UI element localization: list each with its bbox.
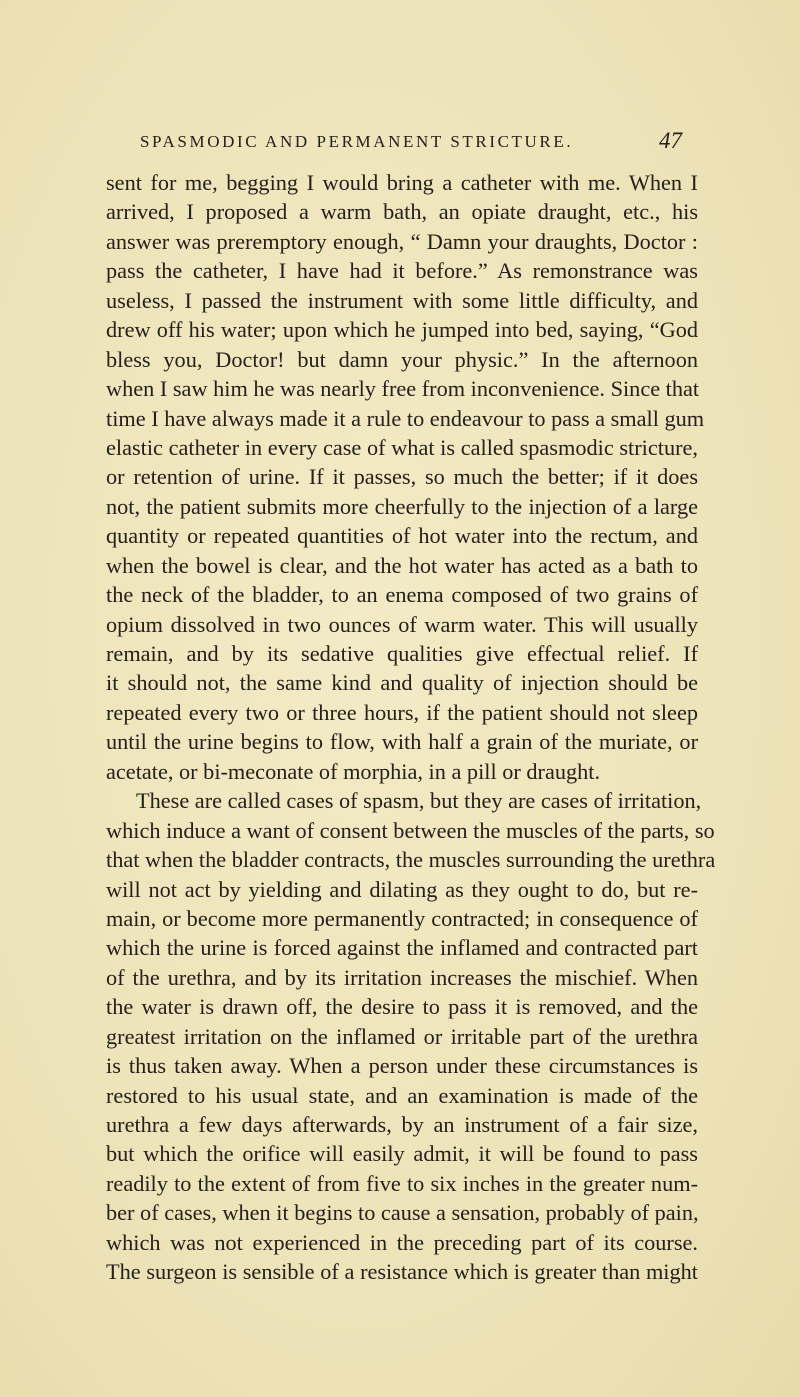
text-line: The surgeon is sensible of a resistance which is greater than might: [106, 1259, 698, 1285]
page-number: 47: [659, 128, 682, 153]
text-line: pass the catheter, I have had it before.” As remonstrance was: [106, 258, 698, 284]
text-line: time I have always made it a rule to endeavour to pass a small gum: [106, 405, 705, 431]
text-line: when I saw him he was nearly free from inconvenience. Since that: [106, 376, 700, 402]
text-line: opium dissolved in two ounces of warm water. This will usually: [106, 611, 698, 637]
text-line: sent for me, begging I would bring a catheter with me. When I: [106, 170, 698, 195]
text-line: drew off his water; upon which he jumped into bed, saying, “God: [106, 317, 698, 343]
text-line: of the urethra, and by its irritation increases the mischief. When: [106, 964, 698, 990]
text-line: readily to the extent of from five to six inches in the greater num-: [106, 1170, 698, 1196]
text-line: urethra a few days afterwards, by an instrument of a fair size,: [106, 1112, 698, 1137]
text-line: acetate, or bi-meconate of morphia, in a pill or draught.: [106, 758, 601, 784]
body-text: [106, 168, 716, 1287]
text-line: not, the patient submits more cheerfully to the injection of a large: [106, 493, 698, 519]
text-line: These are called cases of spasm, but they are cases of irritation,: [136, 788, 702, 814]
text-line: greatest irritation on the inflamed or irritable part of the urethra: [106, 1023, 698, 1049]
text-line: which induce a want of consent between the muscles of the parts, so: [106, 817, 715, 843]
text-line: bless you, Doctor! but damn your physic.” In the afternoon: [106, 346, 698, 372]
text-line: answer was preremptory enough, “ Damn your draughts, Doctor :: [106, 228, 698, 254]
text-line: which was not experienced in the preceding part of its course.: [106, 1229, 698, 1255]
running-head: [140, 128, 682, 158]
text-line: until the urine begins to flow, with half a grain of the muriate, or: [106, 729, 698, 755]
text-line: the water is drawn off, the desire to pass it is removed, and the: [106, 994, 698, 1020]
text-line: remain, and by its sedative qualities give effectual relief. If: [106, 641, 698, 666]
text-line: repeated every two or three hours, if the patient should not sleep: [106, 699, 698, 725]
text-line: arrived, I proposed a warm bath, an opiate draught, etc., his: [106, 199, 698, 225]
text-line: quantity or repeated quantities of hot water into the rectum, and: [106, 523, 698, 549]
text-line: the neck of the bladder, to an enema composed of two grains of: [106, 582, 698, 608]
text-line: when the bowel is clear, and the hot water has acted as a bath to: [106, 552, 698, 578]
text-line: restored to his usual state, and an examination is made of the: [106, 1082, 698, 1108]
text-line: that when the bladder contracts, the muscles surrounding the urethra: [106, 847, 716, 873]
text-line: or retention of urine. If it passes, so much the better; if it does: [106, 464, 698, 490]
text-line: which the urine is forced against the inflamed and contracted part: [106, 935, 698, 961]
text-line: will not act by yielding and dilating as they ought to do, but re-: [106, 876, 698, 902]
text-line: main, or become more permanently contracted; in consequence of: [106, 905, 698, 931]
text-line: ber of cases, when it begins to cause a sensation, probably of pain,: [106, 1200, 699, 1226]
text-line: but which the orifice will easily admit, it will be found to pass: [106, 1141, 698, 1167]
text-line: elastic catheter in every case of what is called spasmodic stricture,: [106, 434, 698, 460]
running-title: SPASMODIC AND PERMANENT STRICTURE.: [140, 132, 574, 151]
text-line: is thus taken away. When a person under these circumstances is: [106, 1053, 698, 1079]
text-line: it should not, the same kind and quality of injection should be: [106, 670, 698, 696]
text-line: useless, I passed the instrument with some little difficulty, and: [106, 287, 698, 313]
